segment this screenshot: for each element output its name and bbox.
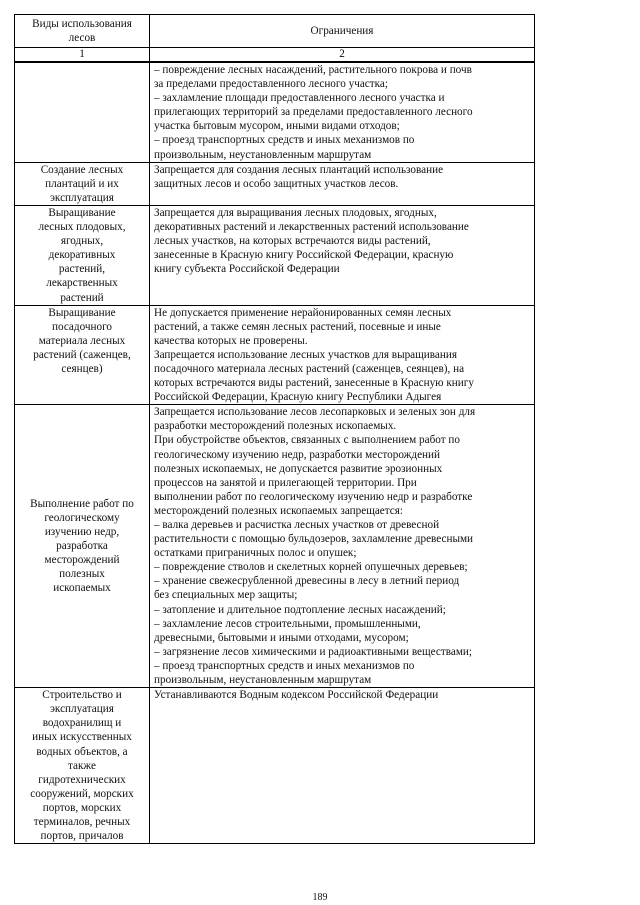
- restriction-line: произвольным, неустановленным маршрутам: [154, 148, 372, 161]
- restriction-line: без специальных мер защиты;: [154, 589, 298, 602]
- use-type-cell: [15, 305, 150, 405]
- use-type-line: декоративных: [48, 249, 116, 262]
- use-type-line: изучению недр,: [44, 526, 120, 539]
- restriction-line: месторождений полезных ископаемых запрещается:: [154, 504, 404, 517]
- restriction-cell: [150, 305, 535, 405]
- restriction-line: защитных лесов и особо защитных участков лесов.: [154, 177, 399, 190]
- restrictions-table: [14, 14, 535, 844]
- use-type-line: месторождений: [44, 554, 120, 567]
- restriction-line: процессов на занятой и прилегающей территории. При: [154, 476, 417, 489]
- restriction-cell: [150, 162, 535, 205]
- use-type-line: водных объектов, а: [36, 745, 128, 758]
- use-type-line: иных искусственных: [32, 731, 132, 744]
- restriction-line: посадочного материала лесных растений (саженцев, сеянцев), на: [154, 362, 465, 375]
- restriction-line: – хранение свежесрубленной древесины в лесу в летний период: [154, 575, 460, 588]
- table-header-row: [15, 15, 535, 48]
- use-type-line: растений (саженцев,: [33, 348, 131, 361]
- restriction-line: – захламление площади предоставленного лесного участка и: [154, 92, 445, 105]
- use-type-line: Создание лесных: [40, 163, 124, 176]
- restriction-line: декоративных растений и лекарственных растений использование: [154, 221, 469, 234]
- header-uses: Виды использования лесов: [15, 15, 150, 48]
- restriction-line: участка бытовым мусором, иными видами отходов;: [154, 120, 400, 133]
- table-row: [15, 62, 535, 162]
- use-type-line: посадочного: [51, 320, 113, 333]
- use-type-line: разработка: [56, 540, 108, 553]
- restriction-line: – проезд транспортных средств и иных механизмов по: [154, 659, 415, 672]
- restriction-line: Запрещается использование лесных участков для выращивания: [154, 348, 457, 361]
- restriction-line: лесных участков, на которых встречаются виды растений,: [154, 235, 431, 248]
- page-number: 189: [312, 892, 328, 903]
- table-row: [15, 205, 535, 305]
- use-type-line: Выращивание: [48, 306, 116, 319]
- use-type-line: водохранилищ и: [42, 717, 122, 730]
- restriction-line: Российской Федерации, Красную книгу Республики Адыгея: [154, 391, 442, 404]
- restriction-line: – повреждение лесных насаждений, растительного покрова и почв: [154, 64, 472, 76]
- restriction-line: – затопление и длительное подтопление лесных насаждений;: [154, 603, 446, 616]
- use-type-line: геологическому: [44, 511, 120, 524]
- use-type-line: лекарственных: [46, 277, 118, 290]
- restriction-line: геологическому изучению недр, разработки месторождений: [154, 448, 440, 461]
- restriction-line: – повреждение стволов и скелетных корней опушечных деревьев;: [154, 561, 468, 574]
- use-type-line: Выращивание: [48, 206, 116, 219]
- use-type-cell: [15, 162, 150, 205]
- restriction-line: древесными, бытовыми и иными отходами, мусором;: [154, 631, 409, 644]
- restriction-line: выполнении работ по геологическому изучению недр и разработке: [154, 490, 473, 503]
- restriction-line: качества которых не проверены.: [154, 334, 308, 347]
- restriction-line: прилегающих территорий за пределами предоставленного лесного: [154, 106, 473, 119]
- restriction-line: Запрещается для создания лесных плантаций использование: [154, 163, 444, 176]
- restriction-line: занесенные в Красную книгу Российской Федерации, красную: [154, 249, 454, 262]
- table-row: [15, 405, 535, 688]
- restriction-line: Запрещается использование лесов лесопарковых и зеленых зон для: [154, 406, 476, 419]
- restriction-line: произвольным, неустановленным маршрутам: [154, 674, 372, 687]
- restriction-line: растений, а также семян лесных растений, посевные и иные: [154, 320, 441, 333]
- table-row: [15, 162, 535, 205]
- use-type-cell: [15, 62, 150, 162]
- table-row: [15, 305, 535, 405]
- restriction-line: – захламление лесов строительными, промышленными,: [154, 617, 421, 630]
- document-page: [14, 14, 534, 844]
- restriction-line: за пределами предоставленного лесного участка;: [154, 78, 388, 91]
- use-type-line: эксплуатация: [50, 191, 114, 204]
- use-type-cell: [15, 688, 150, 844]
- use-type-line: эксплуатация: [50, 703, 114, 716]
- restriction-line: остатками приграничных полос и опушек;: [154, 547, 357, 560]
- use-type-line: гидротехнических: [38, 773, 126, 786]
- restriction-line: При обустройстве объектов, связанных с выполнением работ по: [154, 434, 460, 447]
- use-type-line: полезных: [59, 568, 105, 581]
- use-type-line: растений,: [58, 263, 106, 276]
- use-type-cell: [15, 205, 150, 305]
- use-type-line: сооружений, морских: [30, 787, 134, 800]
- restriction-cell: [150, 205, 535, 305]
- use-type-line: растений: [60, 291, 104, 304]
- restriction-line: – валка деревьев и расчистка лесных участков от древесной: [154, 519, 440, 531]
- restriction-line: полезных ископаемых, не допускается развитие эрозионных: [154, 462, 443, 475]
- restriction-line: Устанавливаются Водным кодексом Российской Федерации: [154, 689, 439, 702]
- use-type-line: ягодных,: [60, 235, 104, 248]
- restriction-line: книгу субъекта Российской Федерации: [154, 263, 340, 276]
- use-type-line: также: [68, 759, 96, 772]
- use-type-line: материала лесных: [38, 334, 126, 347]
- restriction-line: Запрещается для выращивания лесных плодовых, ягодных,: [154, 206, 437, 219]
- restriction-line: Не допускается применение нерайонированных семян лесных: [154, 306, 452, 319]
- header-restrictions: Ограничения: [150, 15, 535, 48]
- use-type-line: лесных плодовых,: [38, 221, 126, 234]
- restriction-line: которых встречаются виды растений, занесенные в Красную книгу: [154, 377, 474, 390]
- use-type-cell: [15, 405, 150, 688]
- restriction-line: – загрязнение лесов химическими и радиоактивными веществами;: [154, 645, 473, 658]
- use-type-line: плантаций и их: [45, 177, 119, 190]
- use-type-line: ископаемых: [53, 582, 111, 595]
- use-type-line: портов, причалов: [40, 830, 124, 843]
- column-number-1: 1: [15, 48, 150, 63]
- use-type-line: терминалов, речных: [33, 815, 131, 828]
- column-number-2: 2: [150, 48, 535, 63]
- restriction-cell: [150, 688, 535, 844]
- column-number-row: [15, 48, 535, 63]
- restriction-line: растительности с помощью бульдозеров, захламление древесными: [154, 533, 474, 546]
- restriction-cell: [150, 405, 535, 688]
- use-type-line: портов, морских: [42, 801, 122, 814]
- table-row: [15, 688, 535, 844]
- restriction-line: разработки месторождений полезных ископаемых.: [154, 420, 397, 433]
- use-type-line: Строительство и: [42, 689, 122, 702]
- use-type-line: сеянцев): [61, 362, 103, 375]
- restriction-line: – проезд транспортных средств и иных механизмов по: [154, 134, 415, 147]
- restriction-cell: [150, 62, 535, 162]
- use-type-line: Выполнение работ по: [30, 497, 134, 510]
